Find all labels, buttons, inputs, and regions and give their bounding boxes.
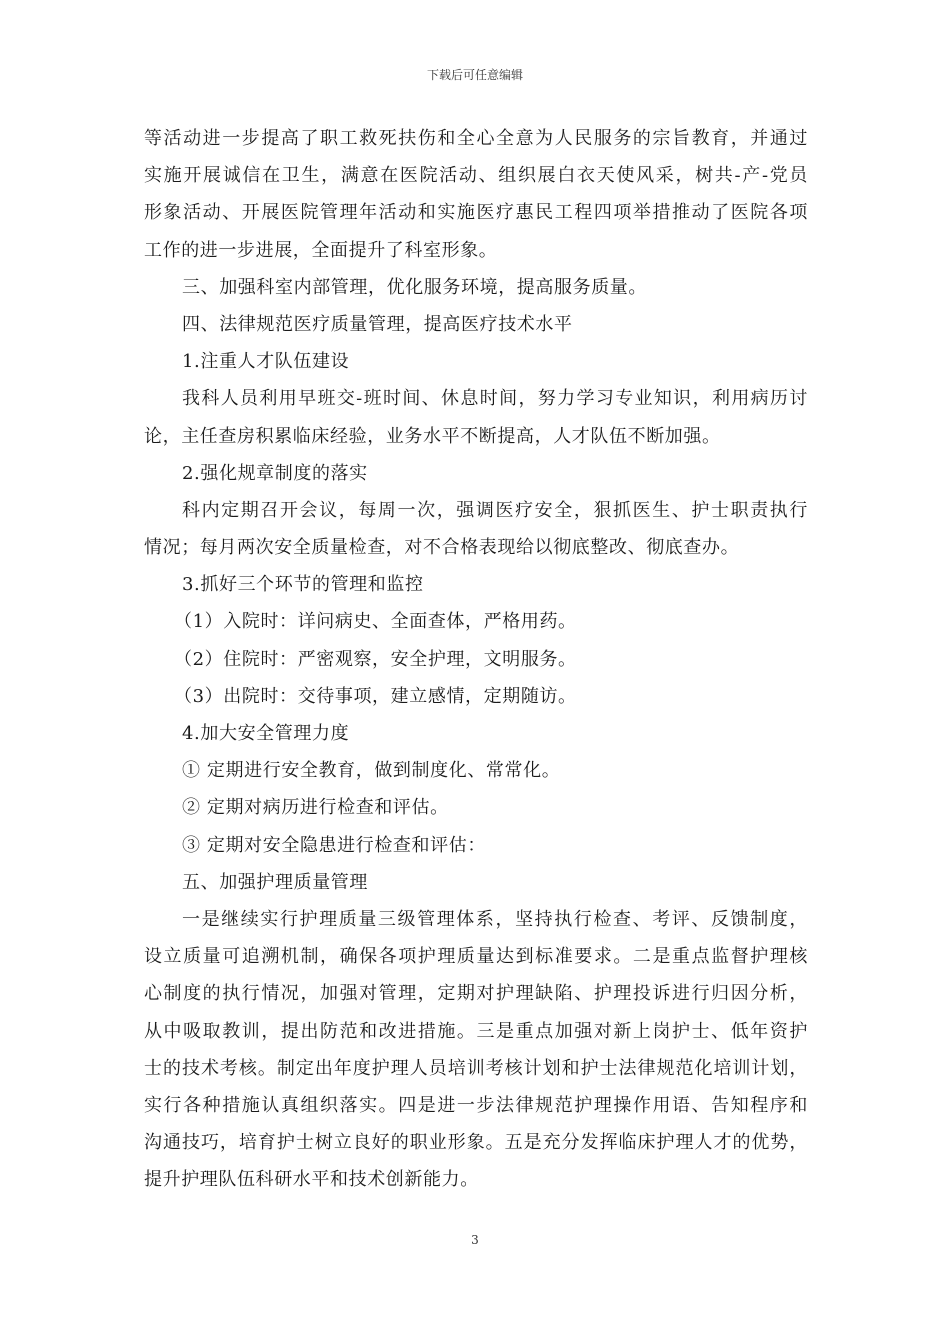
paragraph-line: 形象活动、开展医院管理年活动和实施医疗惠民工程四项举措推动了医院各项 bbox=[144, 202, 808, 224]
paragraph-line: 工作的进一步进展，全面提升了科室形象。 bbox=[144, 239, 498, 261]
subsection-heading: 2.强化规章制度的落实 bbox=[182, 462, 368, 484]
subsection-heading: 3.抓好三个环节的管理和监控 bbox=[182, 574, 424, 596]
section-heading: 三、加强科室内部管理，优化服务环境，提高服务质量。 bbox=[182, 276, 647, 298]
document-body bbox=[144, 120, 808, 1198]
paragraph-line: 我科人员利用早班交-班时间、休息时间，努力学习专业知识，利用病历讨 bbox=[182, 388, 808, 410]
page-number: 3 bbox=[471, 1233, 479, 1247]
paragraph-line: 科内定期召开会议，每周一次，强调医疗安全，狠抓医生、护士职责执行 bbox=[182, 499, 808, 521]
subsection-heading: 1.注重人才队伍建设 bbox=[182, 351, 350, 373]
paragraph-line: 实行各种措施认真组织落实。四是进一步法律规范护理操作用语、告知程序和 bbox=[144, 1094, 808, 1116]
list-item: ② 定期对病历进行检查和评估。 bbox=[182, 797, 449, 819]
section-heading: 五、加强护理质量管理 bbox=[182, 871, 368, 893]
paragraph-line: 情况；每月两次安全质量检查，对不合格表现给以彻底整改、彻底查办。 bbox=[144, 537, 740, 559]
section-heading: 四、法律规范医疗质量管理，提高医疗技术水平 bbox=[182, 313, 573, 335]
paragraph-line: 士的技术考核。制定出年度护理人员培训考核计划和护士法律规范化培训计划， bbox=[144, 1057, 808, 1079]
paragraph-line: 心制度的执行情况，加强对管理，定期对护理缺陷、护理投诉进行归因分析， bbox=[144, 983, 808, 1005]
paragraph-line: 等活动进一步提高了职工救死扶伤和全心全意为人民服务的宗旨教育，并通过 bbox=[144, 128, 808, 149]
page-header: 下载后可任意编辑 bbox=[426, 68, 523, 82]
list-item: （1）入院时：详问病史、全面查体，严格用药。 bbox=[174, 611, 577, 633]
paragraph-line: 设立质量可追溯机制，确保各项护理质量达到标准要求。二是重点监督护理核 bbox=[144, 946, 808, 968]
paragraph-line: 实施开展诚信在卫生，满意在医院活动、组织展白衣天使风采，树共-产-党员 bbox=[144, 165, 808, 187]
paragraph-line: 提升护理队伍科研水平和技术创新能力。 bbox=[144, 1169, 479, 1191]
list-item: ③ 定期对安全隐患进行检查和评估： bbox=[182, 834, 486, 856]
list-item: （2）住院时：严密观察，安全护理，文明服务。 bbox=[174, 648, 577, 670]
list-item: （3）出院时：交待事项，建立感情，定期随访。 bbox=[174, 685, 577, 707]
paragraph-line: 一是继续实行护理质量三级管理体系，坚持执行检查、考评、反馈制度， bbox=[182, 908, 808, 930]
subsection-heading: 4.加大安全管理力度 bbox=[182, 723, 350, 744]
paragraph-line: 从中吸取教训，提出防范和改进措施。三是重点加强对新上岗护士、低年资护 bbox=[144, 1020, 808, 1042]
list-item: ① 定期进行安全教育，做到制度化、常常化。 bbox=[182, 760, 561, 782]
paragraph-line: 论，主任查房积累临床经验，业务水平不断提高，人才队伍不断加强。 bbox=[144, 425, 721, 447]
paragraph-line: 沟通技巧，培育护士树立良好的职业形象。五是充分发挥临床护理人才的优势， bbox=[144, 1132, 808, 1154]
